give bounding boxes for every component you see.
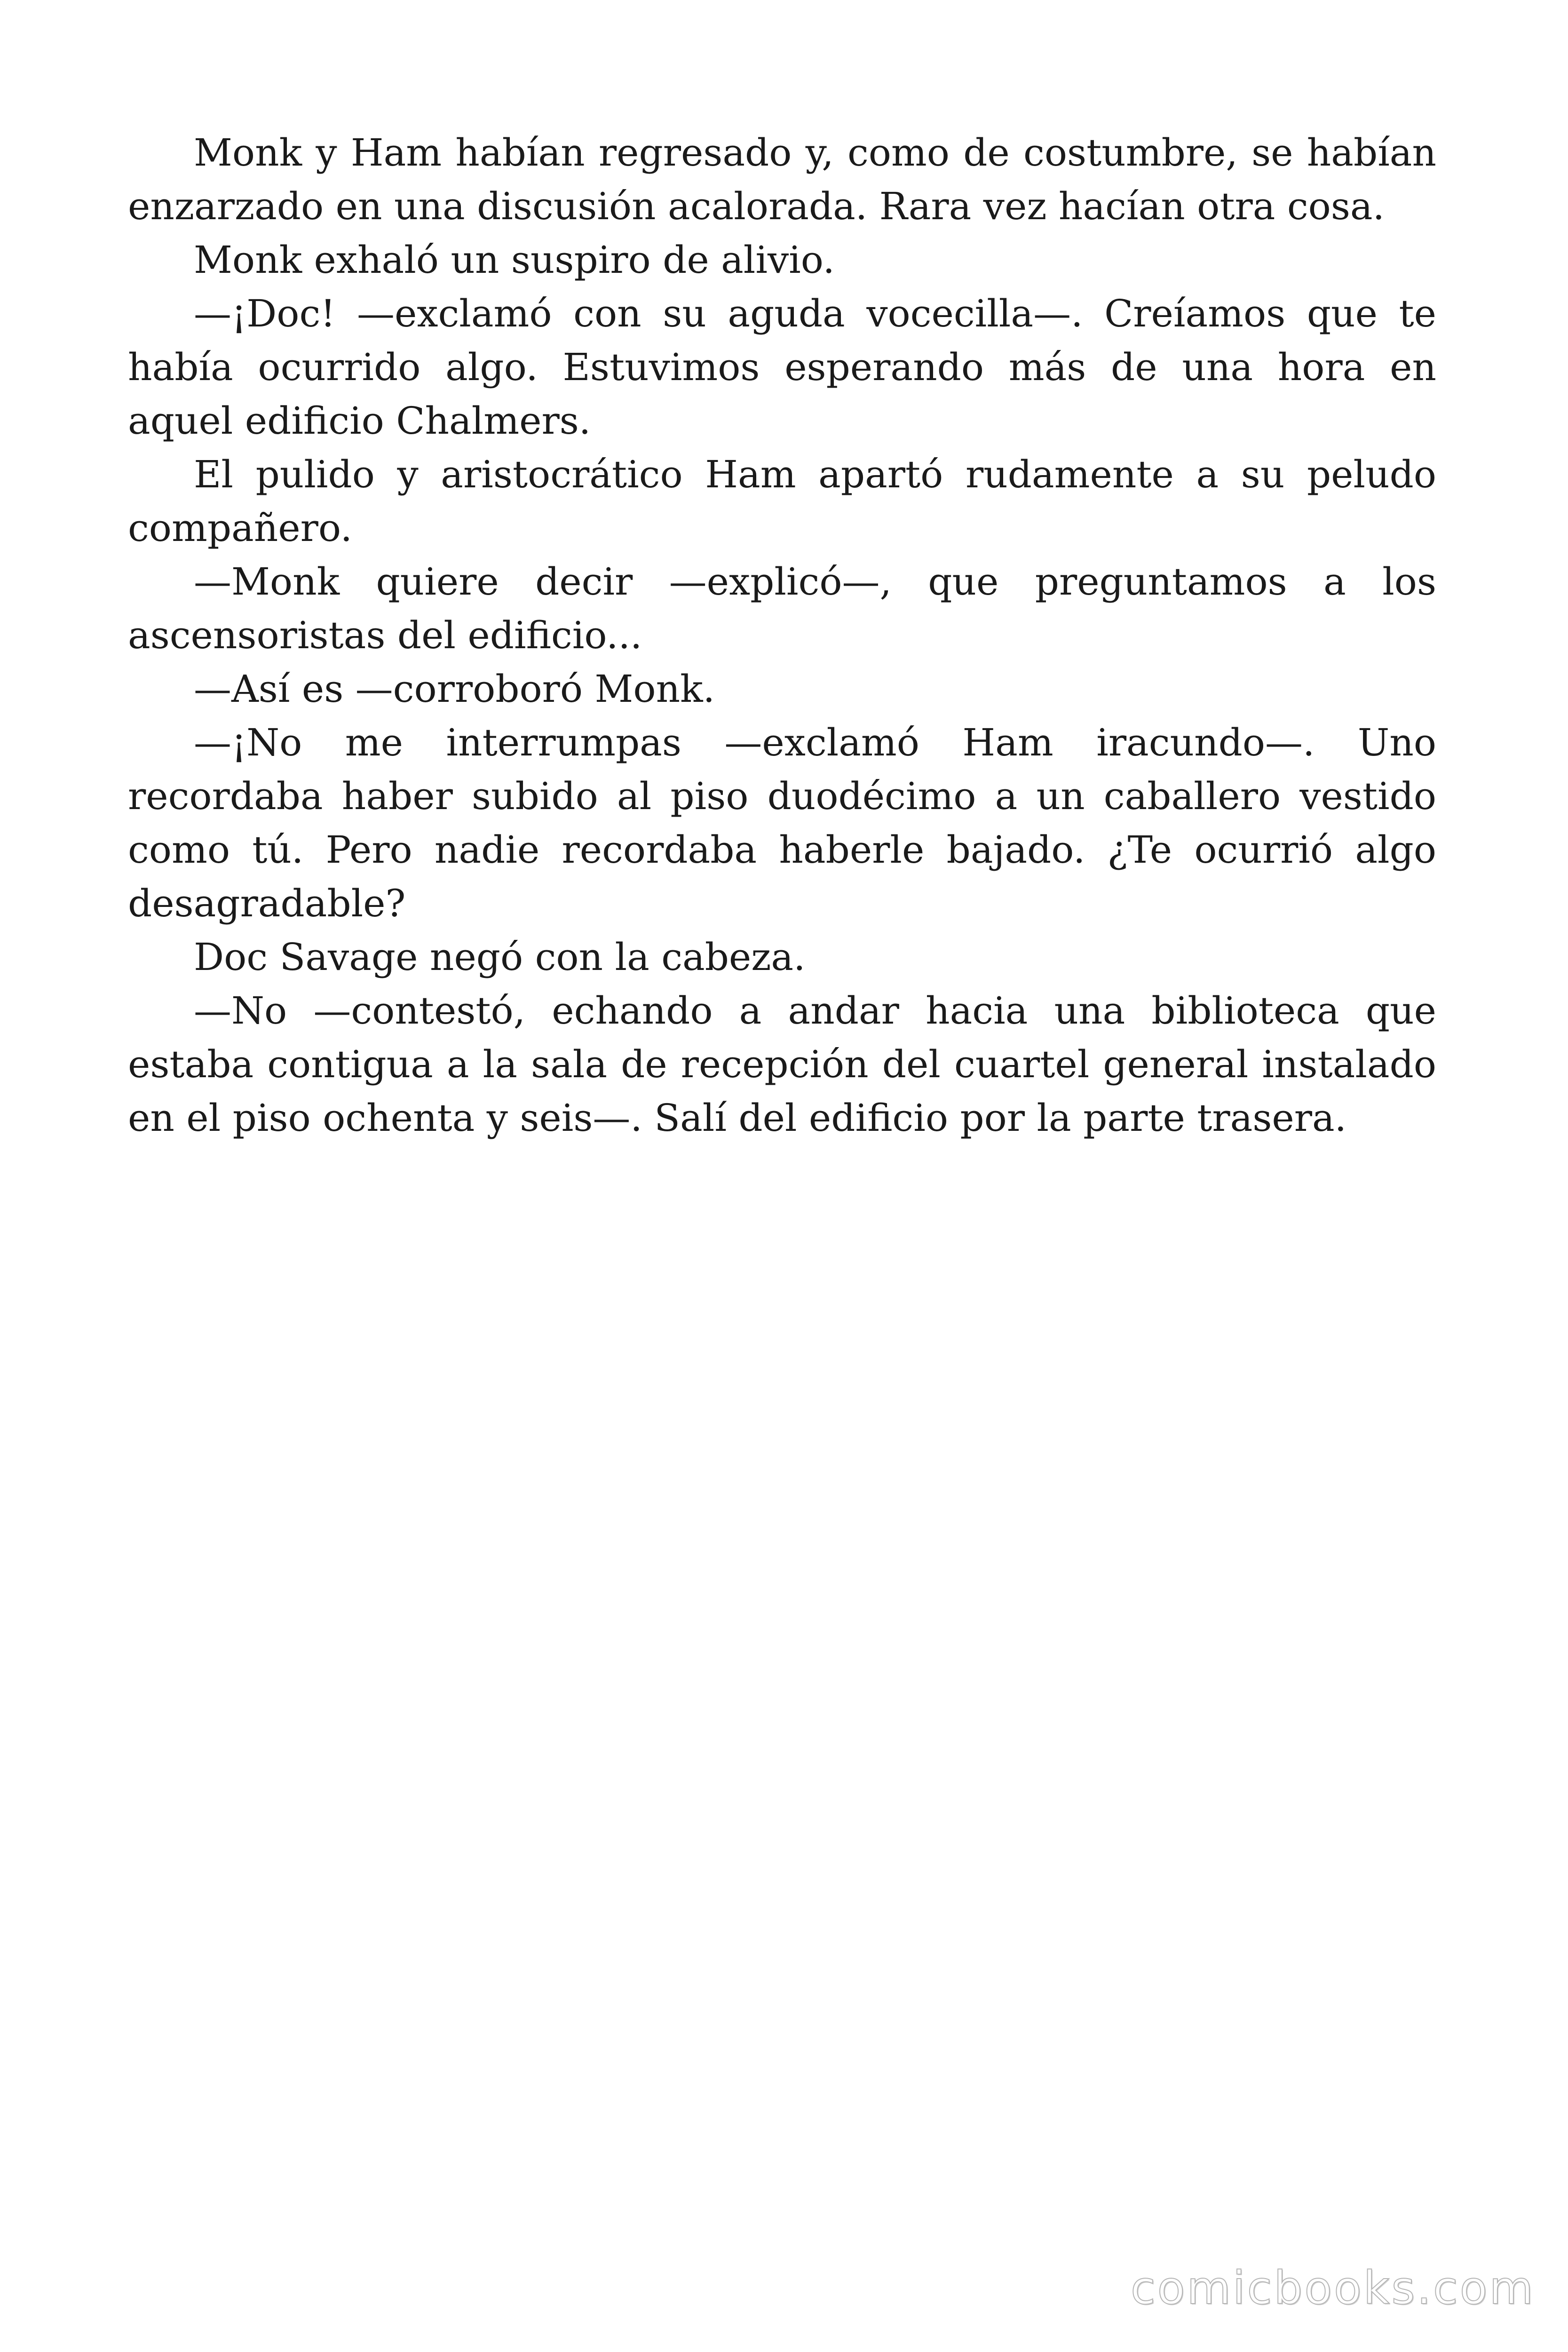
paragraph: El pulido y aristocrático Ham apartó rudamente a su peludo compañero. <box>128 453 1436 550</box>
paragraph: —¡No me interrumpas —exclamó Ham iracundo—. Uno recordaba haber subido al piso duodécimo a un caballero vestido como tú. Pero nadie recordaba haberle bajado. ¿Te ocurrió algo desagradable? <box>128 721 1436 925</box>
paragraph: —Monk quiere decir —explicó—, que preguntamos a los ascensoristas del edificio... <box>128 560 1436 657</box>
paragraph: —Así es —corroboró Monk. <box>194 667 715 711</box>
paragraph: —¡Doc! —exclamó con su aguda vocecilla—. Creíamos que te había ocurrido algo. Estuvimos esperando más de una hora en aquel edificio Chalmers. <box>128 292 1436 443</box>
page-body-text <box>128 126 1436 1145</box>
watermark: comicbooks.com <box>1130 2262 1535 2314</box>
paragraph: Monk y Ham habían regresado y, como de costumbre, se habían enzarzado en una discusión acalorada. Rara vez hacían otra cosa. <box>128 131 1436 228</box>
paragraph: —No —contestó, echando a andar hacia una biblioteca que estaba contigua a la sala de recepción del cuartel general instalado en el piso ochenta y seis—. Salí del edificio por la parte trasera. <box>128 989 1436 1140</box>
paragraph: Doc Savage negó con la cabeza. <box>194 935 806 979</box>
paragraph: Monk exhaló un suspiro de alivio. <box>194 238 835 282</box>
